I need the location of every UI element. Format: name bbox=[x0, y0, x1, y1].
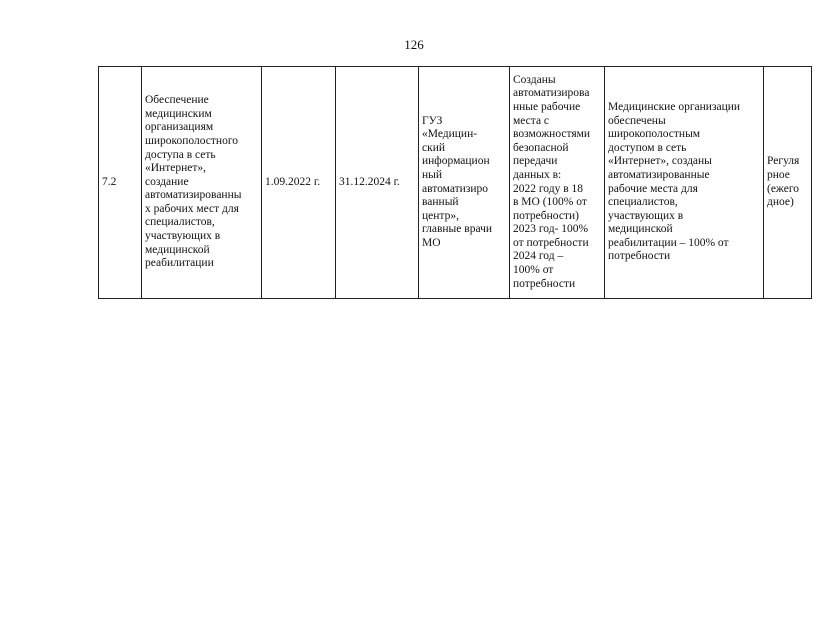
plan-table bbox=[98, 66, 812, 299]
executor-cell bbox=[419, 67, 510, 299]
page-number: 126 bbox=[404, 37, 424, 52]
frequency-cell bbox=[764, 67, 812, 299]
row-number: 7.2 bbox=[102, 175, 117, 188]
start-date: 1.09.2022 г. bbox=[265, 175, 321, 188]
table-row bbox=[99, 67, 812, 299]
executor-text: ГУЗ «Медицин- ский информацион ный автоматизиро ванный центр», главные врачи МО bbox=[422, 114, 493, 249]
indicator-cell bbox=[510, 67, 605, 299]
result-cell bbox=[605, 67, 764, 299]
task-cell bbox=[142, 67, 262, 299]
indicator-text: Созданы автоматизирова нные рабочие места с возможностями безопасной передачи данных в: 2022 году в 18 в МО (100% от потребности) 2023 год- 100% от потребности 2024 год – 100% от потребности bbox=[513, 73, 591, 290]
start-date-cell bbox=[262, 67, 336, 299]
result-text: Медицинские организации обеспечены широкополостным доступом в сеть «Интернет», созданы автоматизированные рабочие места для специалистов, участвующих в медицинской реабилитации – 100% от потребности bbox=[608, 100, 741, 263]
end-date-cell bbox=[336, 67, 419, 299]
row-number-cell bbox=[99, 67, 142, 299]
task-text: Обеспечение медицинским организациям широкополостного доступа в сеть «Интернет», создание автоматизированны х рабочих мест для специалистов, участвующих в медицинской реабилитации bbox=[145, 94, 242, 270]
frequency-text: Регуля рное (ежего дное) bbox=[767, 155, 800, 209]
end-date: 31.12.2024 г. bbox=[339, 175, 400, 188]
